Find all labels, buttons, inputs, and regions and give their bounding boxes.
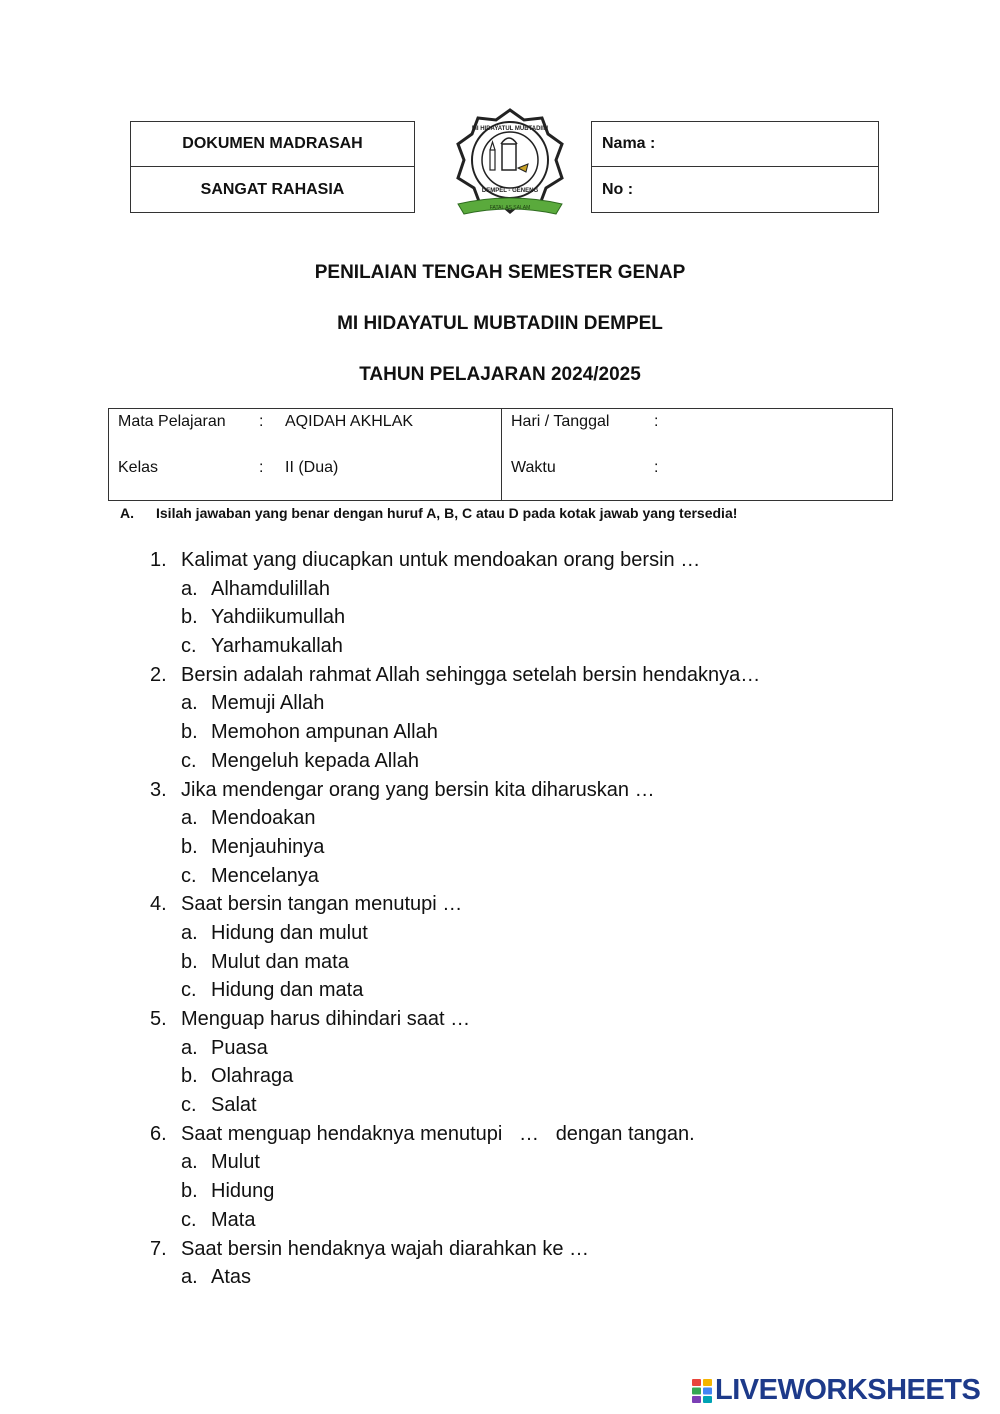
date-colon: : — [654, 413, 659, 430]
option-letter: c. — [181, 749, 197, 772]
option-text: Memuji Allah — [211, 692, 325, 715]
option-text: Hidung dan mulut — [211, 921, 368, 944]
question-list — [150, 546, 760, 1292]
student-identity-box — [591, 121, 879, 213]
answer-option — [150, 948, 760, 977]
document-classification-box — [130, 121, 415, 213]
question-text: Saat menguap hendaknya menutupi … dengan tangan. — [181, 1122, 695, 1145]
classification-line-2: SANGAT RAHASIA — [200, 180, 345, 198]
answer-option — [150, 575, 760, 604]
exam-info-table — [108, 408, 893, 501]
option-text: Yahdiikumullah — [211, 606, 346, 629]
question-text: Saat bersin hendaknya wajah diarahkan ke … — [181, 1237, 590, 1260]
question-number: 4. — [150, 893, 167, 916]
option-letter: a. — [181, 921, 198, 944]
answer-option — [150, 862, 760, 891]
date-label: Hari / Tanggal — [511, 413, 610, 430]
answer-option — [150, 689, 760, 718]
question-item — [150, 1235, 760, 1264]
question-item — [150, 890, 760, 919]
answer-option — [150, 632, 760, 661]
answer-option — [150, 919, 760, 948]
option-text: Hidung — [211, 1180, 275, 1203]
option-letter: b. — [181, 606, 198, 629]
question-item — [150, 1005, 760, 1034]
question-number: 1. — [150, 549, 167, 571]
option-text: Menjauhinya — [211, 835, 325, 858]
class-value: II (Dua) — [285, 459, 339, 476]
instruction-text: Isilah jawaban yang benar dengan huruf A, B, C atau D pada kotak jawab yang tersedia! — [156, 505, 738, 521]
exam-title: PENILAIAN TENGAH SEMESTER GENAP — [314, 262, 686, 283]
question-text: Bersin adalah rahmat Allah sehingga setelah bersin hendaknya… — [181, 663, 761, 686]
option-text: Olahraga — [211, 1065, 294, 1088]
answer-option — [150, 1034, 760, 1063]
question-number: 7. — [150, 1237, 167, 1260]
option-text: Atas — [211, 1266, 252, 1289]
option-letter: a. — [181, 692, 198, 715]
option-text: Mulut — [211, 1151, 260, 1174]
option-letter: b. — [181, 950, 198, 973]
option-letter: a. — [181, 577, 198, 600]
answer-option — [150, 1148, 760, 1177]
class-label: Kelas — [118, 459, 159, 476]
logo-bottom-text: DEMPEL - GENENG — [481, 188, 539, 194]
option-letter: c. — [181, 1094, 197, 1117]
option-text: Alhamdulillah — [211, 577, 330, 600]
answer-option — [150, 1062, 760, 1091]
time-colon: : — [654, 459, 659, 476]
brand-text: LIVEWORKSHEETS — [715, 1374, 981, 1406]
academic-year: TAHUN PELAJARAN 2024/2025 — [359, 364, 641, 385]
logo-top-text: MI HIDAYATUL MUBTADIIN — [471, 126, 549, 132]
option-letter: b. — [181, 1180, 198, 1203]
answer-option — [150, 1206, 760, 1235]
section-letter: A. — [120, 505, 134, 521]
liveworksheets-brand — [692, 1374, 980, 1407]
question-number: 5. — [150, 1008, 167, 1030]
option-text: Mulut dan mata — [211, 950, 349, 973]
answer-option — [150, 603, 760, 632]
time-label: Waktu — [511, 459, 556, 476]
option-text: Mencelanya — [211, 864, 319, 887]
answer-option — [150, 833, 760, 862]
option-text: Mendoakan — [211, 807, 316, 830]
question-item — [150, 661, 760, 690]
info-left-column — [109, 409, 502, 500]
question-text: Kalimat yang diucapkan untuk mendoakan orang bersin … — [181, 549, 701, 571]
answer-option — [150, 718, 760, 747]
answer-option — [150, 747, 760, 776]
question-text: Jika mendengar orang yang bersin kita diharuskan … — [181, 778, 655, 801]
question-text: Menguap harus dihindari saat … — [181, 1008, 471, 1030]
option-letter: b. — [181, 835, 198, 858]
question-text: Saat bersin tangan menutupi … — [181, 893, 463, 916]
classification-line-1: DOKUMEN MADRASAH — [131, 122, 414, 167]
option-letter: a. — [181, 1036, 198, 1059]
class-colon: : — [259, 459, 264, 476]
option-letter: c. — [181, 1208, 197, 1231]
logo-ribbon-text: FATAL AS SALAM — [489, 205, 531, 211]
option-text: Yarhamukallah — [211, 635, 343, 658]
question-item — [150, 546, 760, 575]
answer-option — [150, 1263, 760, 1292]
option-letter: b. — [181, 1065, 198, 1088]
option-letter: a. — [181, 807, 198, 830]
option-text: Puasa — [211, 1036, 268, 1059]
question-item — [150, 776, 760, 805]
school-name: MI HIDAYATUL MUBTADIIN DEMPEL — [337, 313, 663, 334]
option-letter: c. — [181, 979, 197, 1002]
school-seal-logo — [452, 108, 568, 216]
name-field: Nama : — [592, 122, 878, 167]
option-text: Mata — [211, 1208, 256, 1231]
subject-colon: : — [259, 413, 264, 430]
subject-value: AQIDAH AKHLAK — [285, 413, 414, 430]
answer-option — [150, 976, 760, 1005]
option-letter: a. — [181, 1151, 198, 1174]
option-letter: c. — [181, 864, 197, 887]
liveworksheets-logo-icon — [692, 1379, 712, 1403]
option-letter: c. — [181, 635, 197, 658]
question-number: 6. — [150, 1122, 167, 1145]
option-text: Mengeluh kepada Allah — [211, 749, 419, 772]
option-text: Memohon ampunan Allah — [211, 721, 438, 744]
option-text: Hidung dan mata — [211, 979, 364, 1002]
answer-option — [150, 804, 760, 833]
option-letter: a. — [181, 1266, 198, 1289]
subject-label: Mata Pelajaran — [118, 413, 226, 430]
option-letter: b. — [181, 721, 198, 744]
number-field: No : — [602, 180, 634, 198]
info-right-column — [502, 409, 892, 500]
question-item — [150, 1120, 760, 1149]
answer-option — [150, 1091, 760, 1120]
question-number: 2. — [150, 663, 167, 686]
answer-option — [150, 1177, 760, 1206]
question-number: 3. — [150, 778, 167, 801]
section-instruction — [120, 505, 737, 521]
option-text: Salat — [211, 1094, 257, 1117]
